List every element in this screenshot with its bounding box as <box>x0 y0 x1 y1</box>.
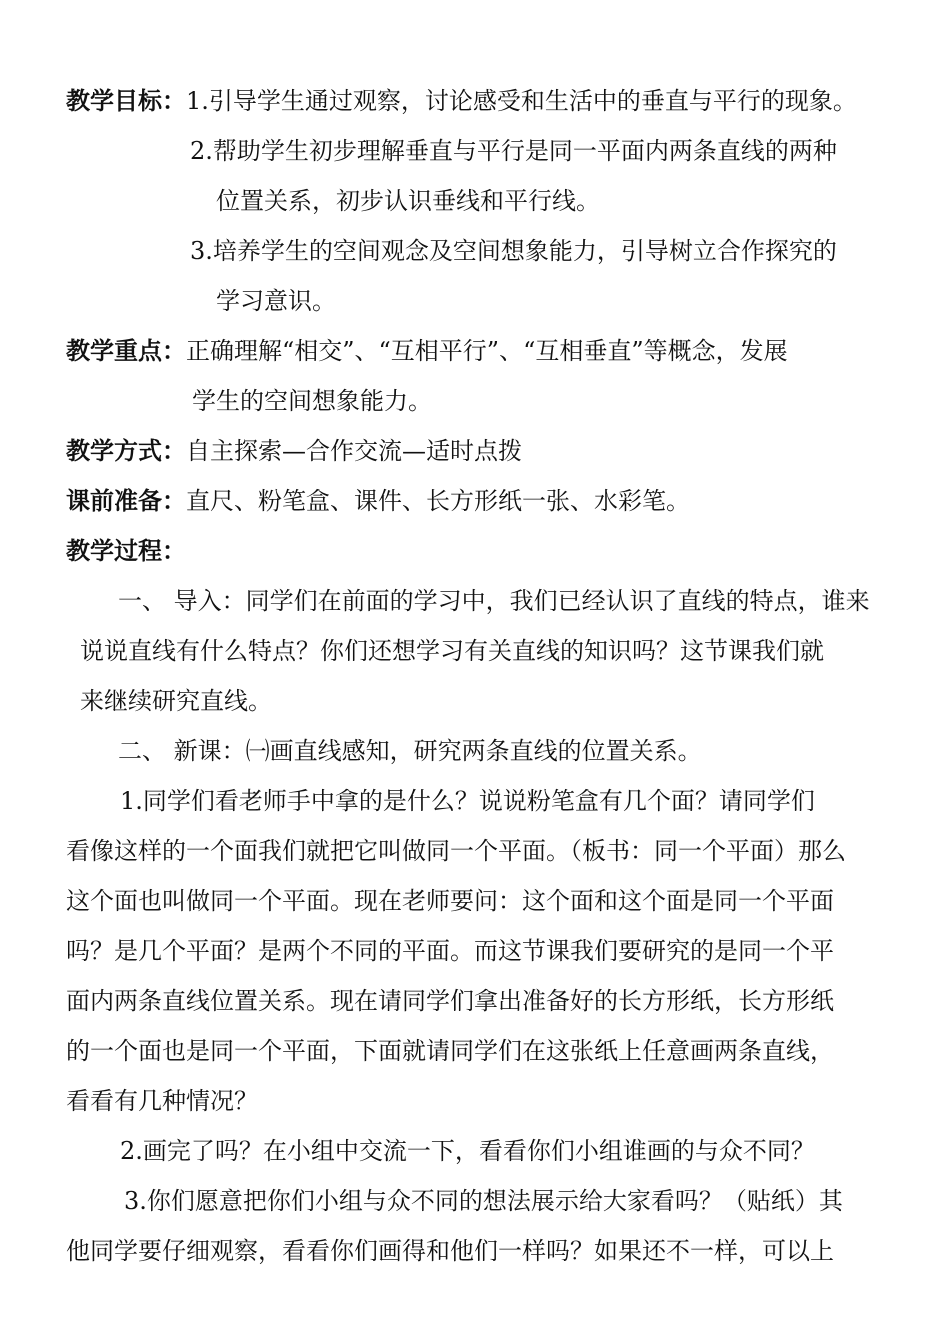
step-1-line-2: 看像这样的一个面我们就把它叫做同一个平面。（板书：同一个平面）那么 <box>66 837 846 865</box>
objective-item-3-line-1: 3.培养学生的空间观念及空间想象能力，引导树立合作探究的 <box>190 237 837 265</box>
step-1-line-7: 看看有几种情况？ <box>66 1087 258 1115</box>
method-text: 自主探索—合作交流—适时点拨 <box>186 437 522 465</box>
preparation-text: 直尺、粉笔盒、课件、长方形纸一张、水彩笔。 <box>186 487 690 515</box>
process-label: 教学过程： <box>66 537 186 565</box>
step-1-line-6: 的一个面也是同一个平面，下面就请同学们在这张纸上任意画两条直线， <box>66 1037 834 1065</box>
process-line <box>66 536 186 566</box>
new-lesson-heading: 二、 新课：㈠画直线感知，研究两条直线的位置关系。 <box>118 737 702 765</box>
preparation-line <box>66 486 690 516</box>
step-1-line-1: 1.同学们看老师手中拿的是什么？说说粉笔盒有几个面？请同学们 <box>120 787 815 815</box>
method-line <box>66 436 522 466</box>
intro-line-2: 说说直线有什么特点？你们还想学习有关直线的知识吗？这节课我们就 <box>80 637 824 665</box>
method-label: 教学方式： <box>66 437 186 465</box>
key-points-line-1 <box>66 336 788 366</box>
preparation-label: 课前准备： <box>66 487 186 515</box>
objective-item-3-line-2: 学习意识。 <box>216 287 336 315</box>
step-3-line-2: 他同学要仔细观察，看看你们画得和他们一样吗？如果还不一样，可以上 <box>66 1237 834 1265</box>
step-2-line-1: 2.画完了吗？在小组中交流一下，看看你们小组谁画的与众不同？ <box>120 1137 815 1165</box>
key-points-label: 教学重点： <box>66 337 186 365</box>
objective-item-2-line-1: 2.帮助学生初步理解垂直与平行是同一平面内两条直线的两种 <box>190 137 837 165</box>
objective-item-1: 1.引导学生通过观察，讨论感受和生活中的垂直与平行的现象。 <box>186 87 857 115</box>
step-1-line-4: 吗？是几个平面？是两个不同的平面。而这节课我们要研究的是同一个平 <box>66 937 834 965</box>
key-points-text-1: 正确理解“相交”、“互相平行”、“互相垂直”等概念，发展 <box>186 337 788 365</box>
objective-item-2-line-2: 位置关系，初步认识垂线和平行线。 <box>216 187 600 215</box>
step-3-line-1: 3.你们愿意把你们小组与众不同的想法展示给大家看吗？（贴纸）其 <box>124 1187 843 1215</box>
objectives-line-1 <box>66 86 857 116</box>
step-1-line-3: 这个面也叫做同一个平面。现在老师要问：这个面和这个面是同一个平面 <box>66 887 834 915</box>
key-points-text-2: 学生的空间想象能力。 <box>192 387 432 415</box>
intro-line-3: 来继续研究直线。 <box>80 687 272 715</box>
objectives-label: 教学目标： <box>66 87 186 115</box>
step-1-line-5: 面内两条直线位置关系。现在请同学们拿出准备好的长方形纸，长方形纸 <box>66 987 834 1015</box>
intro-line-1: 一、 导入：同学们在前面的学习中，我们已经认识了直线的特点，谁来 <box>118 587 870 615</box>
